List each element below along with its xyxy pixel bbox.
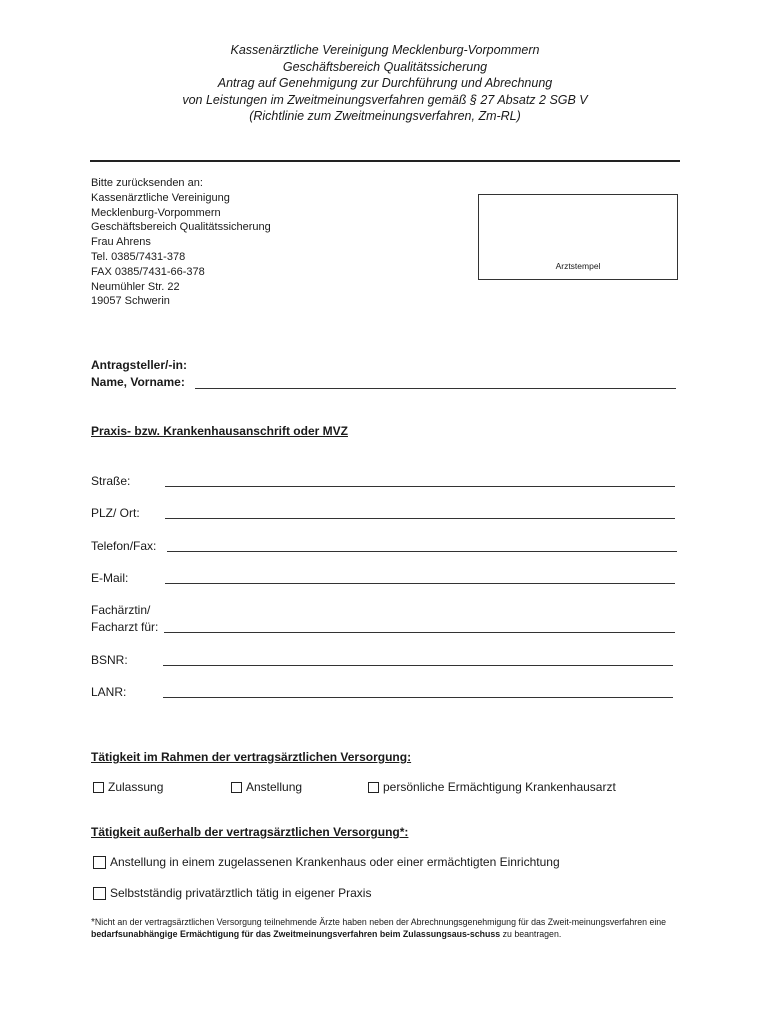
phone-fax-label: Telefon/Fax: — [91, 539, 157, 553]
street-label: Straße: — [91, 474, 131, 488]
specialist-label-line-2: Facharzt für: — [91, 620, 159, 634]
header-line-1: Kassenärztliche Vereinigung Mecklenburg-Vorpommern — [230, 43, 540, 57]
address-line: Neumühler Str. 22 — [91, 280, 180, 293]
outside-care-section-title: Tätigkeit außerhalb der vertragsärztlichen Versorgung*: — [91, 825, 409, 839]
specialist-field[interactable] — [164, 632, 675, 633]
inside-care-section-title: Tätigkeit im Rahmen der vertragsärztlichen Versorgung: — [91, 750, 412, 764]
phone-fax-field[interactable] — [167, 551, 677, 552]
lanr-label: LANR: — [91, 685, 127, 699]
return-address — [91, 176, 271, 309]
doctor-stamp-box[interactable] — [478, 194, 678, 280]
address-line: 19057 Schwerin — [91, 295, 170, 308]
checkbox-square[interactable] — [368, 782, 379, 793]
checkbox-hospital-employment[interactable] — [93, 855, 560, 869]
address-line: Bitte zurücksenden an: — [91, 177, 203, 189]
stamp-label: Arztstempel — [555, 261, 601, 271]
applicant-title: Antragsteller/-in: — [91, 358, 188, 372]
form-header — [0, 42, 770, 125]
specialist-label-line-1: Fachärztin/ — [91, 603, 151, 617]
footnote-marker: * — [91, 917, 95, 928]
zip-city-label: PLZ/ Ort: — [91, 506, 140, 520]
checkbox-label: Selbstständig privatärztlich tätig in eigener Praxis — [110, 886, 372, 900]
lanr-field[interactable] — [163, 697, 673, 698]
header-line-2: Geschäftsbereich Qualitätssicherung — [282, 59, 488, 74]
checkbox-label: Zulassung — [108, 780, 164, 794]
header-line-3: Antrag auf Genehmigung zur Durchführung und Abrechnung — [217, 76, 553, 90]
address-line: Frau Ahrens — [91, 236, 151, 249]
checkbox-square[interactable] — [231, 782, 242, 793]
header-line-5: (Richtlinie zum Zweitmeinungsverfahren, Zm-RL) — [249, 109, 521, 123]
checkbox-label: Anstellung — [246, 780, 303, 794]
footnote — [91, 917, 671, 940]
street-field[interactable] — [165, 486, 675, 487]
header-divider — [90, 160, 680, 162]
checkbox-zulassung[interactable] — [93, 780, 163, 794]
checkbox-square[interactable] — [93, 856, 106, 869]
checkbox-ermaechtigung[interactable] — [368, 780, 616, 794]
header-line-4: von Leistungen im Zweitmeinungsverfahren gemäß § 27 Absatz 2 SGB V — [182, 92, 588, 107]
footnote-text: Nicht an der vertragsärztlichen Versorgung teilnehmende Ärzte haben neben der Abrechnungsgenehmigung für das Zweit-meinungsverfahren eine — [94, 917, 667, 927]
address-line: Kassenärztliche Vereinigung — [91, 191, 230, 204]
checkbox-label: persönliche Ermächtigung Krankenhausarzt — [383, 780, 616, 794]
address-line: Mecklenburg-Vorpommern — [91, 206, 221, 219]
address-line: Tel. 0385/7431-378 — [91, 250, 186, 263]
email-label: E-Mail: — [91, 571, 129, 585]
checkbox-private-practice[interactable] — [93, 886, 371, 900]
address-line: FAX 0385/7431-66-378 — [91, 265, 205, 278]
zip-city-field[interactable] — [165, 518, 675, 519]
email-field[interactable] — [165, 583, 675, 584]
checkbox-square[interactable] — [93, 887, 106, 900]
checkbox-square[interactable] — [93, 782, 104, 793]
address-line: Geschäftsbereich Qualitätssicherung — [91, 221, 271, 234]
footnote-text-end: zu beantragen. — [500, 928, 562, 939]
checkbox-anstellung[interactable] — [231, 780, 302, 794]
name-label: Name, Vorname: — [91, 375, 185, 389]
checkbox-label: Anstellung in einem zugelassenen Krankenhaus oder einer ermächtigten Einrichtung — [110, 855, 560, 869]
bsnr-field[interactable] — [163, 665, 673, 666]
name-field[interactable] — [195, 388, 676, 389]
bsnr-label: BSNR: — [91, 653, 128, 667]
footnote-bold-text: bedarfsunabhängige Ermächtigung für das Zweitmeinungsverfahren beim Zulassungsaus-schuss — [91, 928, 501, 939]
practice-section-title: Praxis- bzw. Krankenhausanschrift oder MVZ — [91, 424, 348, 438]
